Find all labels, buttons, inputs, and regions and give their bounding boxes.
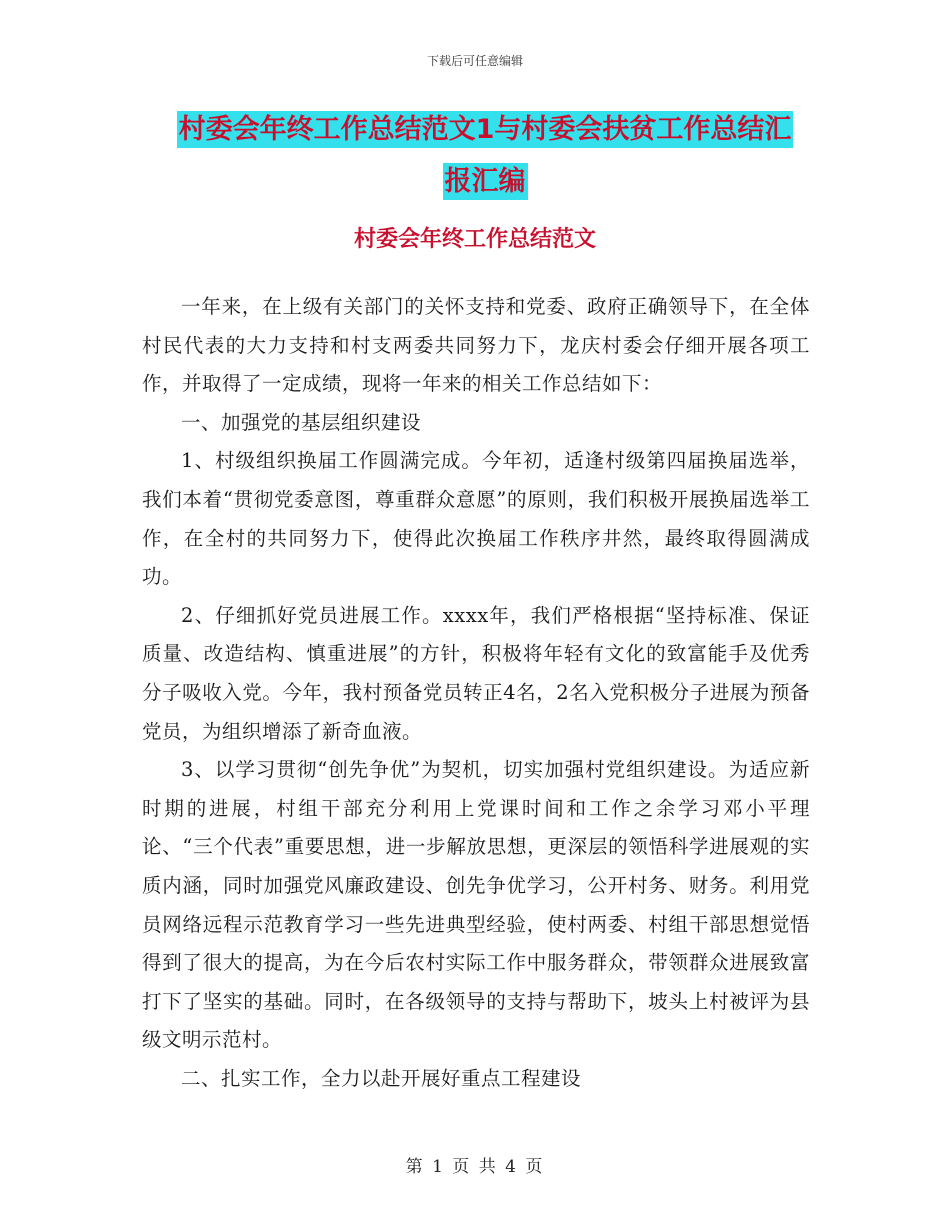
document-title-line2: 报汇编 — [443, 163, 528, 200]
page-footer-indicator: 第 1 页 共 4 页 — [405, 1157, 545, 1177]
page-header-note: 下载后可任意编辑 — [426, 54, 523, 68]
paragraph: 一年来，在上级有关部门的关怀支持和党委、政府正确领导下，在全体村民代表的大力支持和村支两委共同努力下，龙庆村委会仔细开展各项工作，并取得了一定成绩，现将一年来的相关工作总结如下： — [142, 295, 810, 396]
document-title-line1: 村委会年终工作总结范文1与村委会扶贫工作总结汇 — [177, 111, 794, 148]
paragraph: 2、仔细抓好党员进展工作。xxxx年，我们严格根据“坚持标准、保证质量、改造结构、慎重进展”的方针，积极将年轻有文化的致富能手及优秀分子吸收入党。今年，我村预备党员转正4名，2名入党积极分子进展为预备党员，为组织增添了新奇血液。 — [142, 603, 810, 743]
paragraph: 二、扎实工作，全力以赴开展好重点工程建设 — [181, 1066, 582, 1090]
document-body — [142, 288, 810, 1098]
paragraph: 3、以学习贯彻“创先争优”为契机，切实加强村党组织建设。为适应新时期的进展，村组干部充分利用上党课时间和工作之余学习邓小平理论、“三个代表”重要思想，进一步解放思想，更深层的领悟科学进展观的实质内涵，同时加强党风廉政建设、创先争优学习，公开村务、财务。利用党员网络远程示范教育学习一些先进典型经验，使村两委、村组干部思想觉悟得到了很大的提高，为在今后农村实际工作中服务群众，带领群众进展致富打下了坚实的基础。同时，在各级领导的支持与帮助下，坡头上村被评为县级文明示范村。 — [142, 758, 810, 1052]
paragraph: 一、加强党的基层组织建设 — [181, 410, 422, 434]
section-title: 村委会年终工作总结范文 — [353, 227, 596, 252]
document-title — [140, 104, 830, 208]
paragraph: 1、村级组织换届工作圆满完成。今年初，适逢村级第四届换届选举，我们本着“贯彻党委意图，尊重群众意愿”的原则，我们积极开展换届选举工作，在全村的共同努力下，使得此次换届工作秩序井然，最终取得圆满成功。 — [142, 449, 810, 589]
